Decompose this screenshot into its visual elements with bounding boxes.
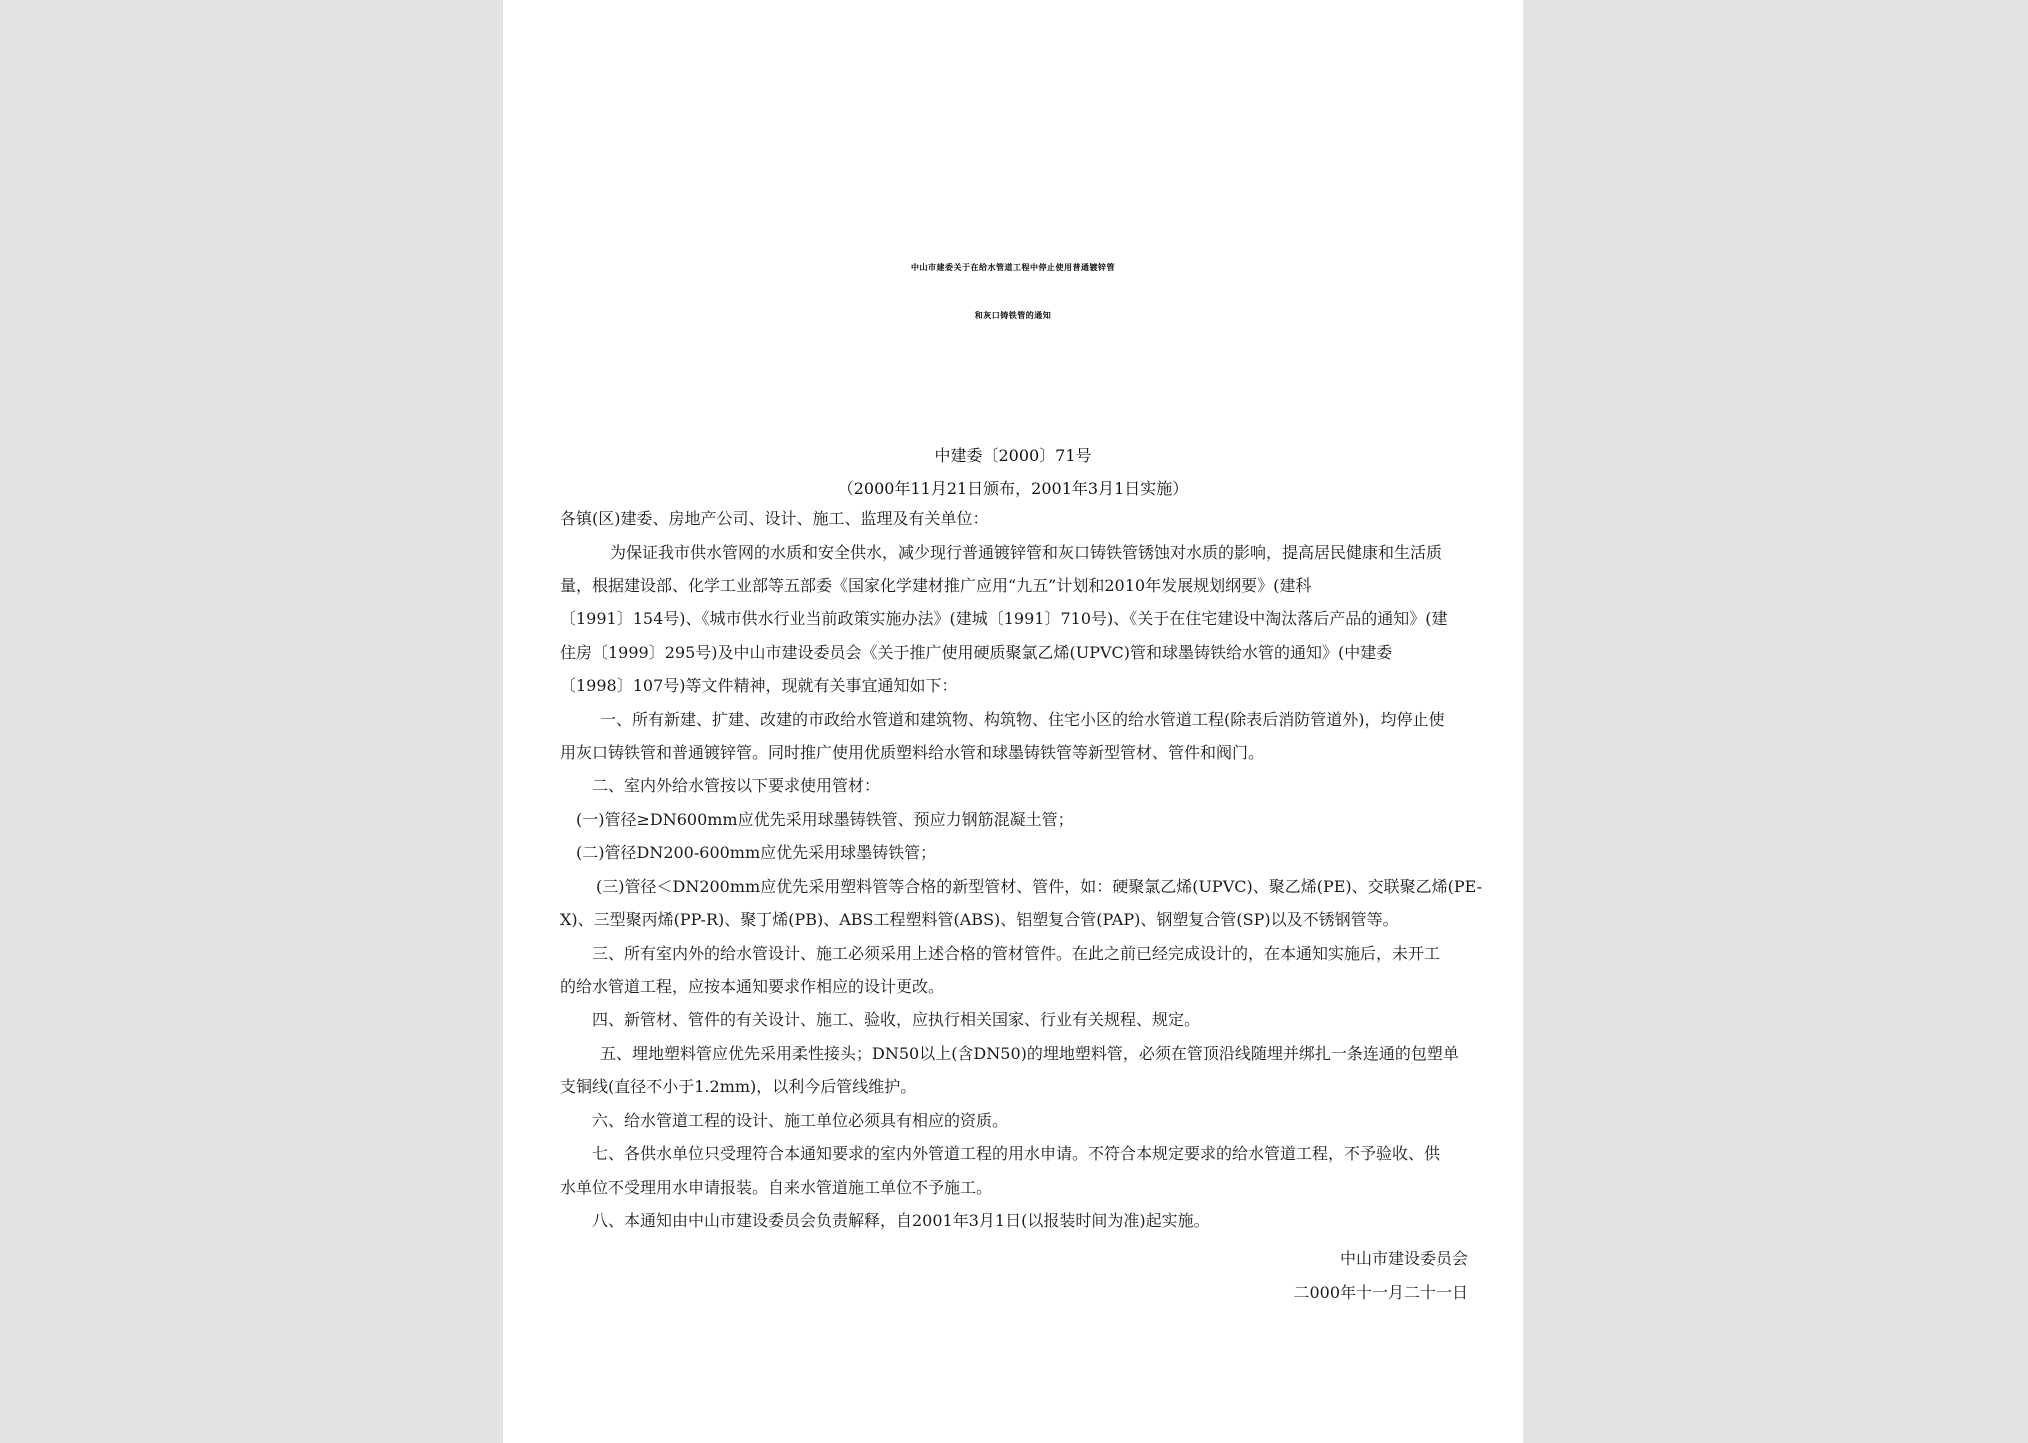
body-line: 八、本通知由中山市建设委员会负责解释，自2001年3月1日(以报装时间为准)起实施。 — [592, 1211, 1210, 1230]
body-line: 〔1998〕107号)等文件精神，现就有关事宜通知如下： — [560, 676, 958, 695]
body-line: 量，根据建设部、化学工业部等五部委《国家化学建材推广应用“九五”计划和2010年发展规划纲要》(建科 — [560, 576, 1312, 595]
body-line: 用灰口铸铁管和普通镀锌管。同时推广使用优质塑料给水管和球墨铸铁管等新型管材、管件和阀门。 — [560, 743, 1265, 762]
body-line: 三、所有室内外的给水管设计、施工必须采用上述合格的管材管件。在此之前已经完成设计的，在本通知实施后，未开工 — [592, 944, 1441, 963]
document-page — [503, 0, 1523, 1443]
document-title-line-2: 和灰口铸铁管的通知 — [974, 311, 1052, 320]
body-line: X)、三型聚丙烯(PP-R)、聚丁烯(PB)、ABS工程塑料管(ABS)、铝塑复合管(PAP)、钢塑复合管(SP)以及不锈钢管等。 — [560, 910, 1399, 929]
document-title-line-1: 中山市建委关于在给水管道工程中停止使用普通镀锌管 — [911, 263, 1115, 272]
issue-dates: （2000年11月21日颁布，2001年3月1日实施） — [837, 479, 1189, 498]
document-number: 中建委〔2000〕71号 — [934, 446, 1092, 465]
body-line: 水单位不受理用水申请报装。自来水管道施工单位不予施工。 — [560, 1178, 993, 1197]
addressee-line: 各镇(区)建委、房地产公司、设计、施工、监理及有关单位： — [560, 509, 989, 528]
body-line: (一)管径≥DN600mm应优先采用球墨铸铁管、预应力钢筋混凝土管； — [576, 810, 1074, 829]
signature-date: 二000年十一月二十一日 — [1293, 1283, 1468, 1302]
body-line: 四、新管材、管件的有关设计、施工、验收，应执行相关国家、行业有关规程、规定。 — [592, 1010, 1201, 1029]
body-line: 支铜线(直径不小于1.2mm)，以利今后管线维护。 — [560, 1077, 917, 1096]
body-line: 一、所有新建、扩建、改建的市政给水管道和建筑物、构筑物、住宅小区的给水管道工程(除表后消防管道外)，均停止使 — [600, 710, 1445, 729]
body-line: (三)管径＜DN200mm应优先采用塑料管等合格的新型管材、管件，如：硬聚氯乙烯(UPVC)、聚乙烯(PE)、交联聚乙烯(PE- — [596, 877, 1483, 896]
body-line: 〔1991〕154号)、《城市供水行业当前政策实施办法》(建城〔1991〕710号)、《关于在住宅建设中淘汰落后产品的通知》(建 — [560, 609, 1448, 628]
issuer-signature: 中山市建设委员会 — [1339, 1249, 1468, 1268]
body-line: 五、埋地塑料管应优先采用柔性接头；DN50以上(含DN50)的埋地塑料管，必须在管顶沿线随埋并绑扎一条连通的包塑单 — [600, 1044, 1459, 1063]
body-line: 住房〔1999〕295号)及中山市建设委员会《关于推广使用硬质聚氯乙烯(UPVC)管和球墨铸铁给水管的通知》(中建委 — [560, 643, 1393, 662]
body-line: 七、各供水单位只受理符合本通知要求的室内外管道工程的用水申请。不符合本规定要求的给水管道工程，不予验收、供 — [592, 1144, 1441, 1163]
body-line: 为保证我市供水管网的水质和安全供水，减少现行普通镀锌管和灰口铸铁管锈蚀对水质的影响，提高居民健康和生活质 — [610, 543, 1443, 562]
body-line: 二、室内外给水管按以下要求使用管材： — [592, 776, 881, 795]
body-line: 六、给水管道工程的设计、施工单位必须具有相应的资质。 — [592, 1111, 1009, 1130]
body-line: (二)管径DN200-600mm应优先采用球墨铸铁管； — [576, 843, 937, 862]
body-line: 的给水管道工程，应按本通知要求作相应的设计更改。 — [560, 977, 945, 996]
